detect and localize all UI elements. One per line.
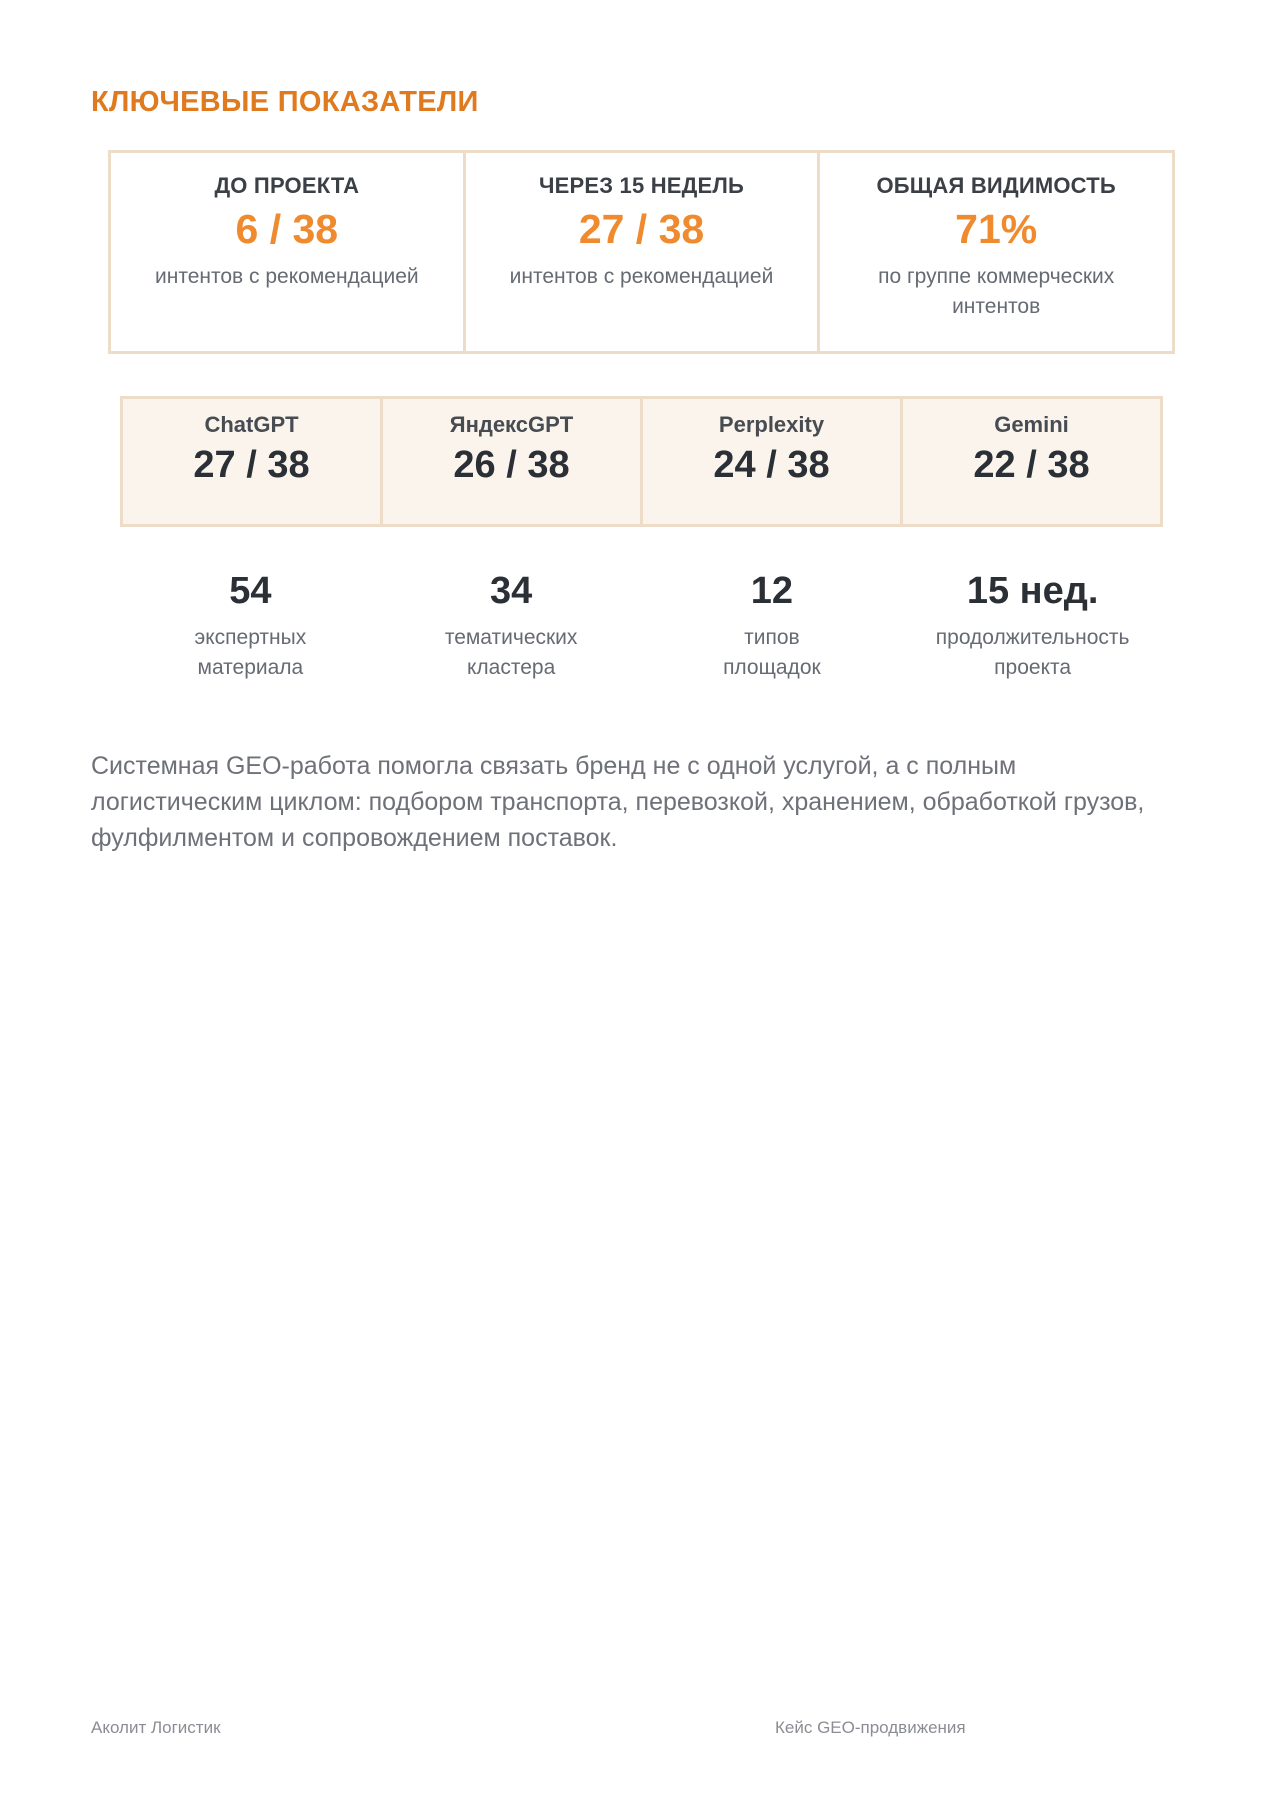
kpi-caption: интентов с рекомендацией: [155, 265, 419, 289]
kpi-label: ДО ПРОЕКТА: [214, 173, 360, 198]
stat-caption: продолжительность проекта: [935, 626, 1130, 679]
kpi-value: 27 / 38: [578, 206, 705, 252]
platform-name: ЯндексGPT: [449, 412, 574, 437]
stat-value: 54: [229, 570, 272, 612]
platform-name: Perplexity: [718, 412, 825, 437]
stats-row: [120, 570, 1163, 683]
stat-caption: экспертных материала: [194, 626, 307, 679]
kpi-caption: по группе коммерческих интентов: [878, 265, 1115, 319]
kpi-value: 6 / 38: [235, 206, 339, 252]
footer-company: Аколит Логистик: [91, 1718, 221, 1737]
stat-value: 15 нед.: [966, 570, 1099, 612]
section-title: КЛЮЧЕВЫЕ ПОКАЗАТЕЛИ: [91, 86, 479, 118]
stat-value: 34: [489, 570, 533, 612]
stat-caption: тематических кластера: [444, 626, 578, 679]
platform-perplexity: [643, 399, 903, 524]
stat-materials: [120, 570, 381, 683]
platform-value: 24 / 38: [713, 444, 830, 486]
stat-value: 12: [750, 570, 794, 612]
platform-yandexgpt: [383, 399, 643, 524]
kpi-label: ЧЕРЕЗ 15 НЕДЕЛЬ: [538, 173, 745, 198]
kpi-before-project: [111, 153, 466, 351]
summary-paragraph: Системная GEO-работа помогла связать бренд не с одной услугой, а с полным логистическим циклом: подбором транспорта, перевозкой, хранением, обработкой грузов, фулфилментом и сопровождением поставок.: [91, 752, 1145, 852]
platform-name: Gemini: [994, 412, 1069, 437]
footer-document-title: Кейс GEO-продвижения: [775, 1718, 966, 1737]
stat-caption: типов площадок: [723, 626, 821, 679]
kpi-overall-visibility: [820, 153, 1172, 351]
kpi-row: [108, 150, 1175, 354]
stat-duration: [902, 570, 1163, 683]
kpi-value: 71%: [955, 206, 1038, 252]
platform-gemini: [903, 399, 1160, 524]
platform-chatgpt: [123, 399, 383, 524]
platform-name: ChatGPT: [204, 412, 299, 437]
stat-platform-types: [642, 570, 903, 683]
platform-row: [120, 396, 1163, 527]
platform-value: 22 / 38: [973, 444, 1090, 486]
stat-clusters: [381, 570, 642, 683]
platform-value: 27 / 38: [193, 444, 310, 486]
kpi-label: ОБЩАЯ ВИДИМОСТЬ: [876, 173, 1116, 198]
kpi-after-15-weeks: [466, 153, 821, 351]
kpi-caption: интентов с рекомендацией: [509, 265, 774, 289]
platform-value: 26 / 38: [453, 444, 570, 486]
